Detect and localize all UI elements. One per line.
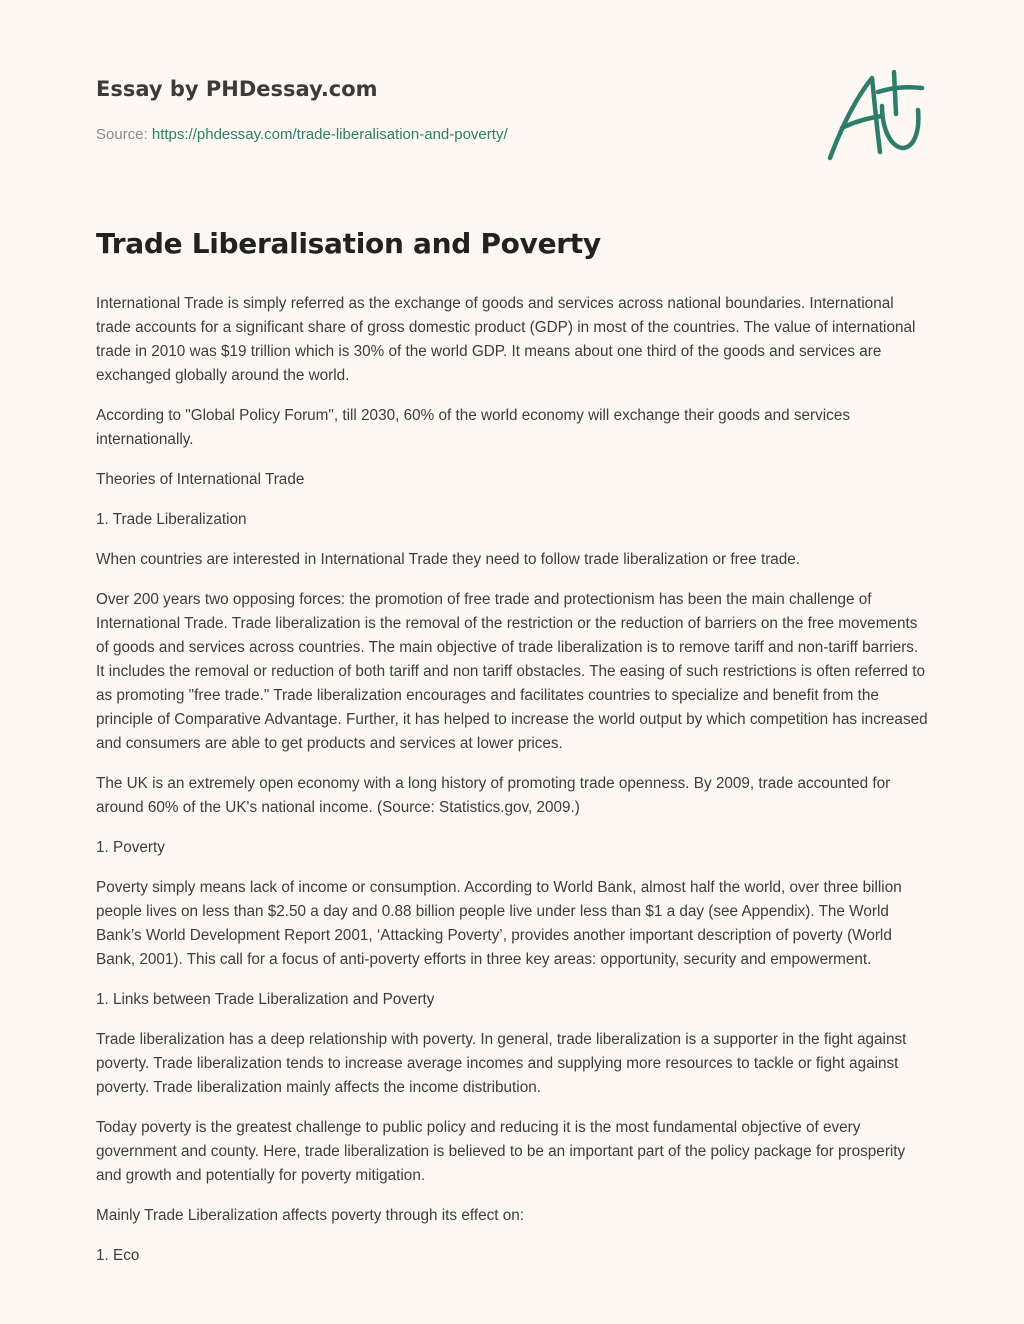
paragraph: The UK is an extremely open economy with a long history of promoting trade openness. By 2009, trade accounted for around 60% of the UK's national income. (Source: Statistics.gov, 2009.)	[96, 775, 891, 816]
site-title: Essay by PHDessay.com	[96, 77, 378, 101]
section-heading: 1. Eco	[96, 1247, 140, 1264]
paragraph: Over 200 years two opposing forces: the promotion of free trade and protectionism has been the main challenge of International Trade. Trade liberalization is the removal of the restriction or the reduction of barriers on the free movements of goods and services across countries. The main objective of trade liberalization is to remove tariff and non-tariff barriers. It includes the removal or reduction of both tariff and non tariff obstacles. The easing of such restrictions is often referred to as promoting "free trade." Trade liberalization encourages and facilitates countries to specialize and benefit from the principle of Comparative Advantage. Further, it has helped to increase the world output by which competition has increased and consumers are able to get products and services at lower prices.	[96, 591, 928, 752]
section-heading: 1. Trade Liberalization	[96, 511, 247, 528]
source-link[interactable]: https://phdessay.com/trade-liberalisation-and-poverty/	[151, 126, 508, 143]
page-header	[96, 74, 796, 146]
paragraph: International Trade is simply referred as the exchange of goods and services across national boundaries. International trade accounts for a significant share of gross domestic product (GDP) in most of the countries. The value of international trade in 2010 was $19 trillion which is 30% of the world GDP. It means about one third of the goods and services are exchanged globally around the world.	[96, 295, 916, 384]
article-title: Trade Liberalisation and Poverty	[96, 227, 601, 260]
source-line	[96, 124, 796, 146]
source-label: Source:	[96, 126, 152, 143]
section-heading: 1. Poverty	[96, 839, 165, 856]
section-heading: Theories of International Trade	[96, 471, 305, 488]
paragraph: Poverty simply means lack of income or consumption. According to World Bank, almost half the world, over three billion people lives on less than $2.50 a day and 0.88 billion people live under less than $1 a day (see Appendix). The World Bank’s World Development Report 2001, ‘Attacking Poverty’, provides another important description of poverty (World Bank, 2001). This call for a focus of anti-poverty efforts in three key areas: opportunity, security and empowerment.	[96, 879, 902, 968]
article	[96, 222, 930, 1284]
paragraph: When countries are interested in International Trade they need to follow trade liberalization or free trade.	[96, 551, 801, 568]
a-plus-logo-icon	[820, 66, 930, 166]
section-heading: 1. Links between Trade Liberalization and Poverty	[96, 991, 435, 1008]
paragraph: Mainly Trade Liberalization affects poverty through its effect on:	[96, 1207, 524, 1224]
paragraph: Today poverty is the greatest challenge to public policy and reducing it is the most fundamental objective of every government and county. Here, trade liberalization is believed to be an important part of the policy package for prosperity and growth and potentially for poverty mitigation.	[96, 1119, 906, 1184]
paragraph: Trade liberalization has a deep relationship with poverty. In general, trade liberalization is a supporter in the fight against poverty. Trade liberalization tends to increase average incomes and supplying more resources to tackle or fight against poverty. Trade liberalization mainly affects the income distribution.	[96, 1031, 907, 1096]
paragraph: According to "Global Policy Forum", till 2030, 60% of the world economy will exchange their goods and services internationally.	[96, 407, 850, 448]
